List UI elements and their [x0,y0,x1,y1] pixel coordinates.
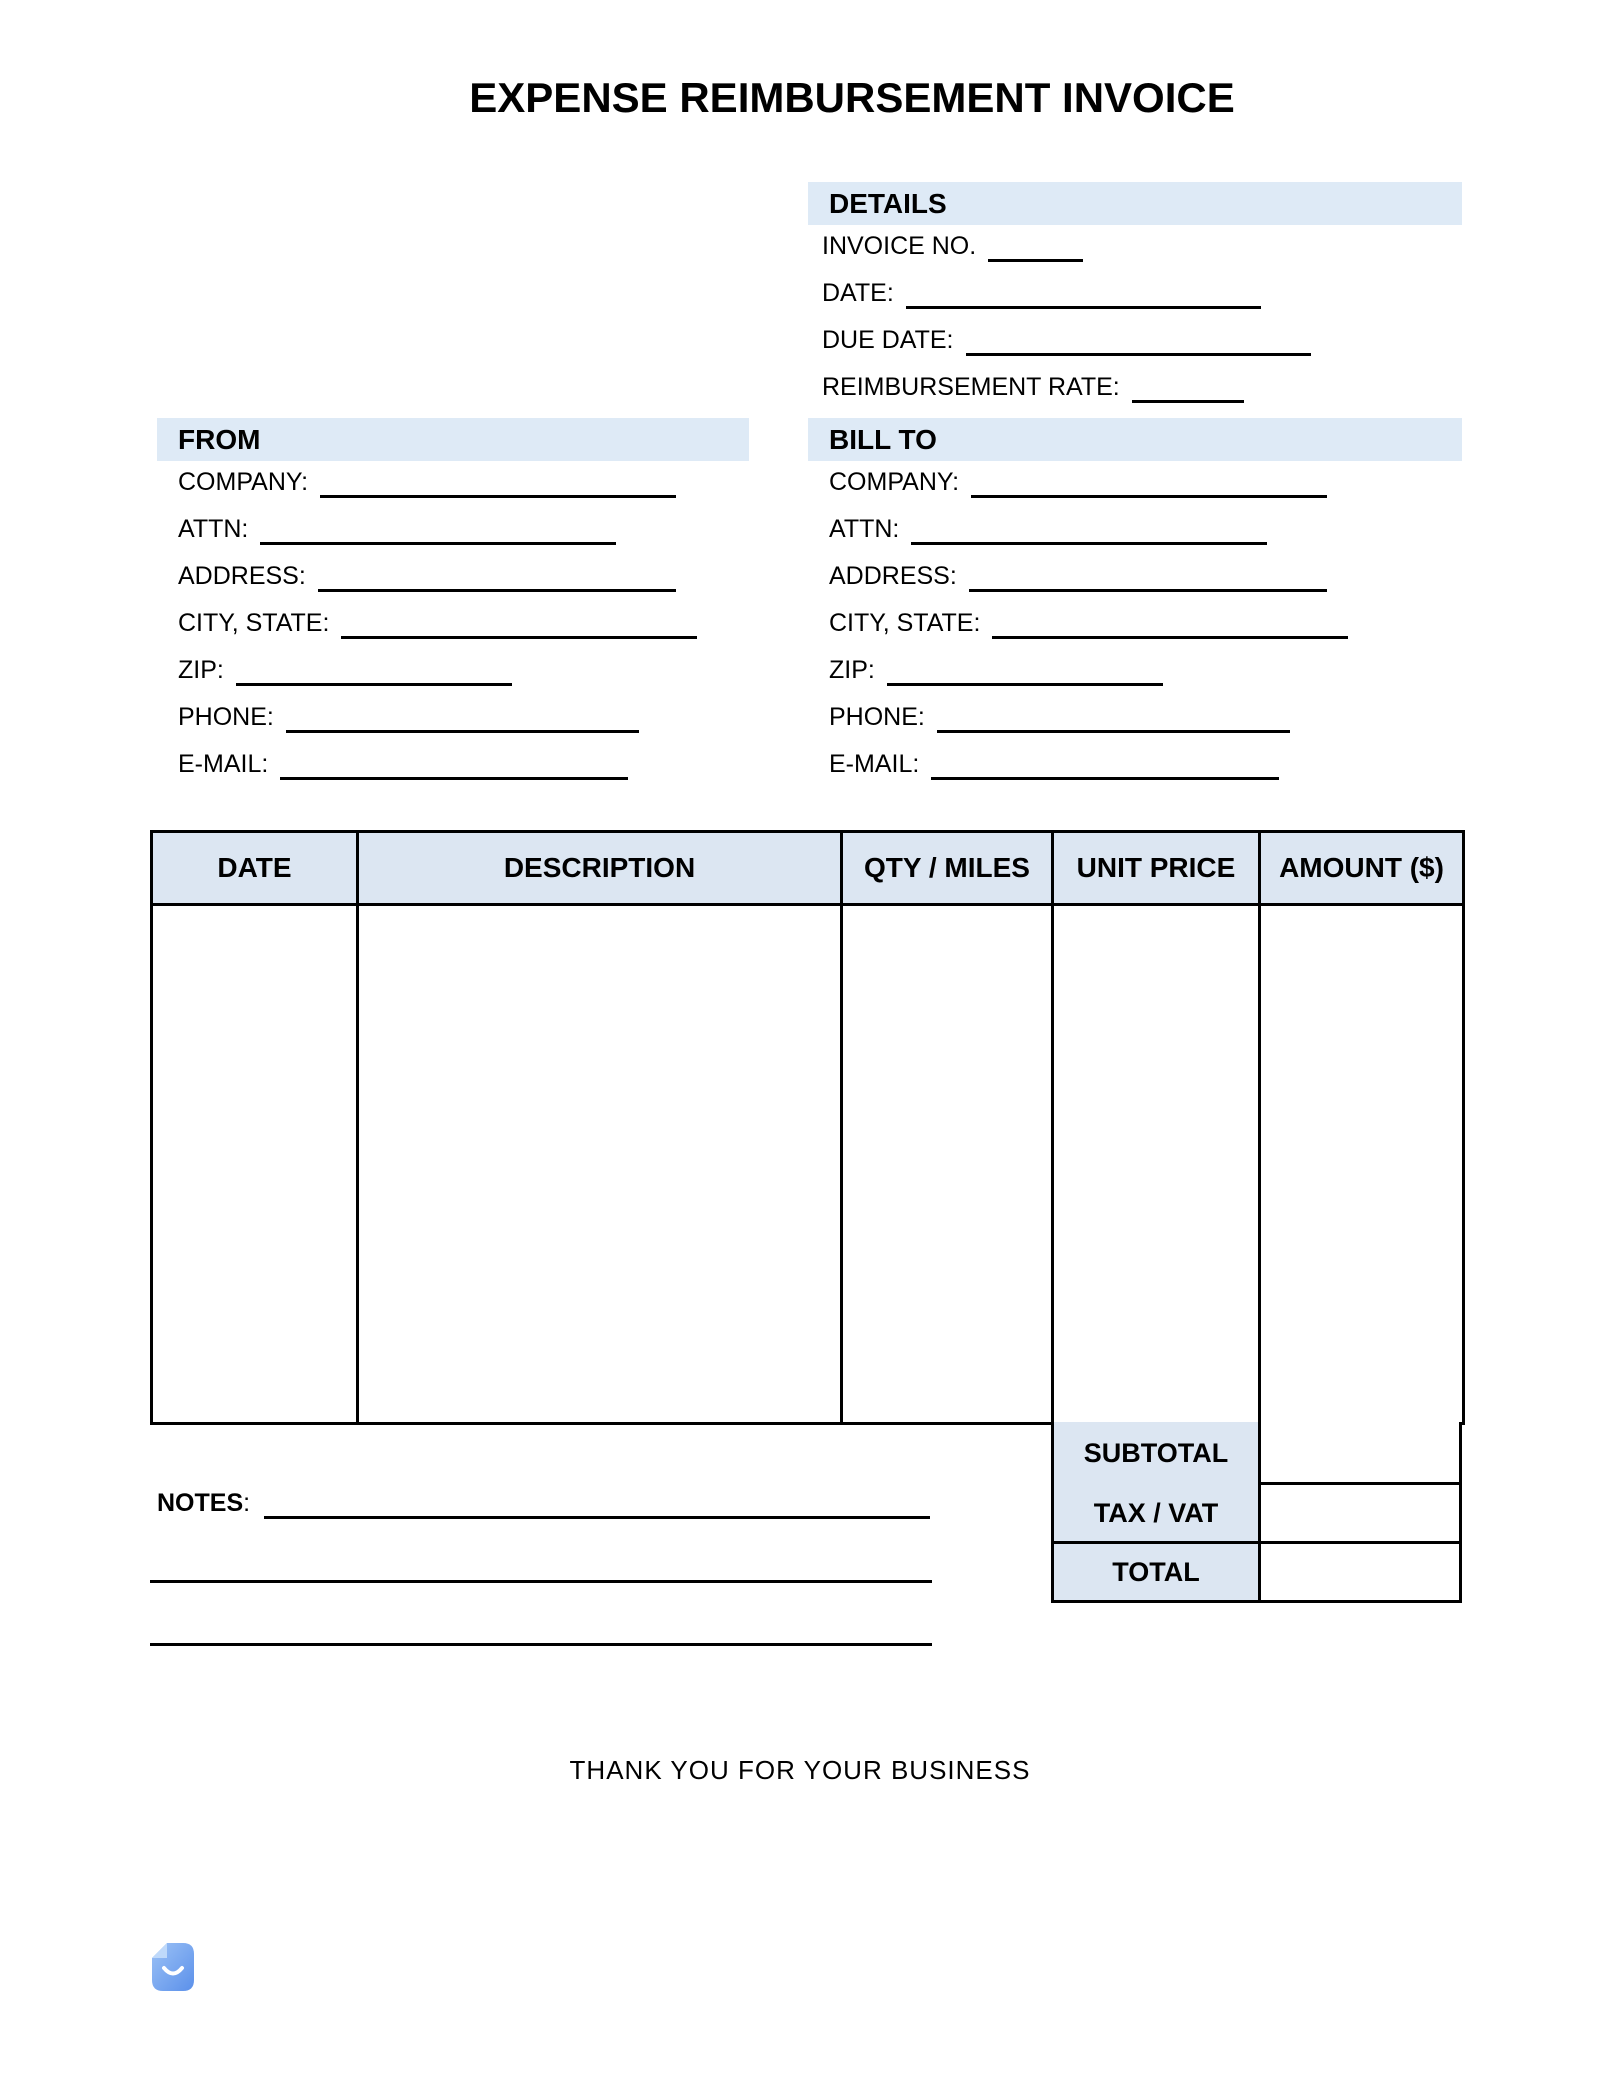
blank-line [260,542,616,545]
from-fields [157,468,749,797]
line-item-cell [1053,905,1260,1424]
total-value [1261,1485,1459,1541]
form-field [178,515,749,562]
blank-line [992,636,1348,639]
line-items-header-row [152,832,1464,905]
form-field [178,468,749,515]
field-label: CITY, STATE: [829,609,981,637]
line-item-cell [1260,905,1464,1424]
document-smile-logo-icon [151,1942,195,1992]
blank-line [906,306,1261,309]
from-section [157,418,749,797]
field-label: E-MAIL: [178,750,269,778]
form-field [829,703,1462,750]
blank-line [280,777,628,780]
bill-to-header: BILL TO [808,418,1462,461]
blank-line [286,730,639,733]
form-field [178,609,749,656]
from-header: FROM [157,418,749,461]
total-row-subtotal [1054,1422,1459,1485]
total-row-tax-vat [1054,1485,1459,1544]
details-header: DETAILS [808,182,1462,225]
form-field [829,656,1462,703]
form-field [178,656,749,703]
field-label: CITY, STATE: [178,609,330,637]
line-item-cell [358,905,842,1424]
blank-line [318,589,676,592]
field-label: ATTN: [829,515,900,543]
blank-line [887,683,1163,686]
line-item-cell [842,905,1053,1424]
column-header-qty-miles: QTY / MILES [842,832,1053,905]
field-label: ADDRESS: [178,562,306,590]
field-label: ZIP: [178,656,224,684]
thank-you-text: THANK YOU FOR YOUR BUSINESS [569,1755,1031,1785]
total-value [1261,1544,1459,1600]
field-label: DATE: [822,279,894,307]
notes-blank-line [264,1516,930,1519]
total-row-total [1054,1544,1459,1600]
details-fields [808,232,1462,420]
notes-label: NOTES [157,1489,244,1517]
blank-line [911,542,1267,545]
form-field [829,609,1462,656]
form-field [822,279,1462,326]
totals-box [1051,1422,1462,1603]
notes-colon: : [243,1489,251,1517]
total-label: TAX / VAT [1054,1485,1261,1541]
field-label: INVOICE NO. [822,232,977,260]
notes-line [150,1580,932,1583]
form-field [829,750,1462,797]
field-label: COMPANY: [829,468,960,496]
blank-line [1132,400,1244,403]
column-header-amount: AMOUNT ($) [1260,832,1464,905]
form-field [822,373,1462,420]
field-label: E-MAIL: [829,750,920,778]
line-items-body-row [152,905,1464,1424]
bill-to-fields [808,468,1462,797]
column-header-description: DESCRIPTION [358,832,842,905]
field-label: REIMBURSEMENT RATE: [822,373,1120,401]
page-title: EXPENSE REIMBURSEMENT INVOICE [469,74,1235,121]
notes-line [150,1643,932,1646]
form-field [829,515,1462,562]
blank-line [988,259,1083,262]
bill-to-section [808,418,1462,797]
field-label: DUE DATE: [822,326,954,354]
blank-line [341,636,697,639]
notes-field [157,1489,930,1518]
form-field [822,326,1462,373]
blank-line [966,353,1311,356]
field-label: ADDRESS: [829,562,957,590]
blank-line [937,730,1290,733]
details-section [808,182,1462,420]
field-label: PHONE: [829,703,925,731]
blank-line [320,495,676,498]
line-item-cell [152,905,358,1424]
field-label: COMPANY: [178,468,309,496]
blank-line [969,589,1327,592]
form-field [178,562,749,609]
total-label: SUBTOTAL [1054,1422,1261,1485]
form-field [822,232,1462,279]
total-label: TOTAL [1054,1544,1261,1600]
blank-line [971,495,1327,498]
blank-line [236,683,512,686]
form-field [829,562,1462,609]
blank-line [931,777,1279,780]
form-field [829,468,1462,515]
field-label: ATTN: [178,515,249,543]
field-label: ZIP: [829,656,875,684]
line-items-table [150,830,1465,1425]
form-field [178,703,749,750]
total-value [1261,1422,1459,1485]
column-header-unit-price: UNIT PRICE [1053,832,1260,905]
column-header-date: DATE [152,832,358,905]
form-field [178,750,749,797]
field-label: PHONE: [178,703,274,731]
